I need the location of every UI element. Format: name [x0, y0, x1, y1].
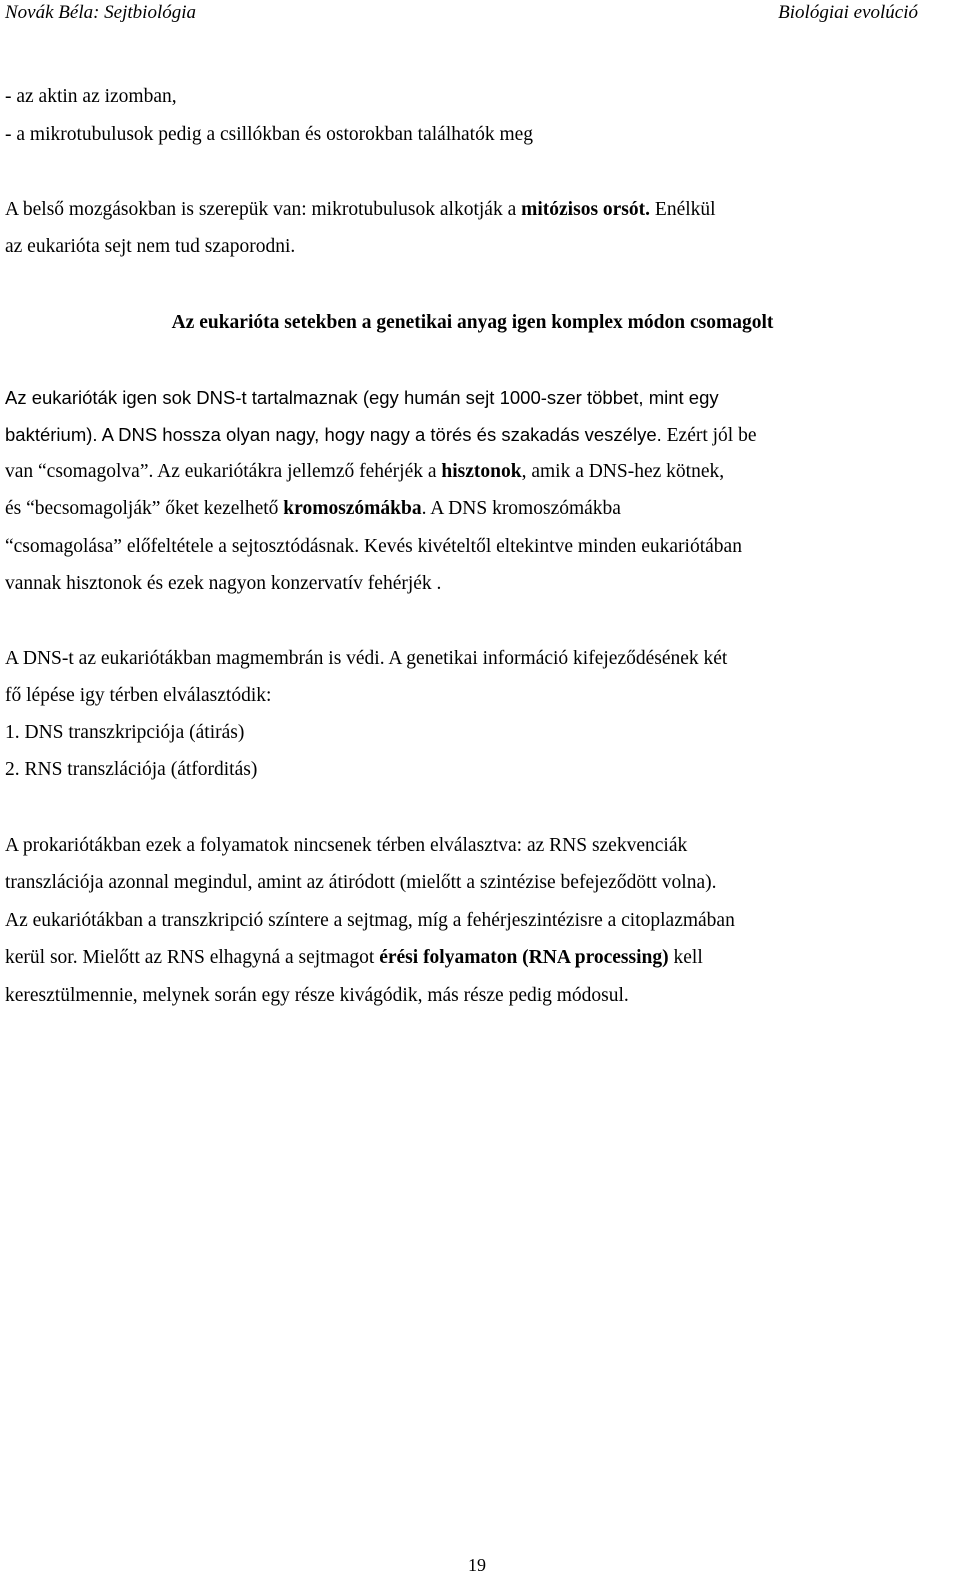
paragraph-line	[5, 947, 703, 969]
text-span: A belső mozgásokban is szerepük van: mikrotubulusok alkotják a	[5, 199, 522, 220]
paragraph-line: transzlációja azonnal megindul, amint az átiródott (mielőtt a szintézise befejeződött volna).	[5, 872, 717, 893]
text-span: Enélkül	[650, 199, 716, 220]
paragraph-line: vannak hisztonok és ezek nagyon konzervatív fehérjék .	[5, 573, 442, 594]
text-span: Az eukariótákra jellemző fehérjék a	[157, 461, 442, 482]
paragraph-line: Az eukariótákban a transzkripció színtere a sejtmag, míg a fehérjeszintézisre a citoplazmában	[5, 910, 735, 931]
paragraph-line	[5, 498, 621, 520]
paragraph-line	[5, 536, 742, 558]
bold-term: érési folyamaton (RNA processing)	[379, 947, 669, 968]
text-span: kerül sor. Mielőtt az RNS elhagyná a sejtmagot	[5, 947, 380, 968]
paragraph-line: keresztülmennie, melynek során egy része kivágódik, más része pedig módosul.	[5, 985, 629, 1006]
header-chapter-title: Biológiai evolúció	[778, 2, 918, 23]
paragraph-line	[5, 424, 757, 447]
paragraph-line: Az eukarióták igen sok DNS-t tartalmaznak (egy humán sejt 1000-szer többet, mint egy	[5, 387, 719, 408]
paragraph-line: az eukarióta sejt nem tud szaporodni.	[5, 236, 296, 257]
text-span: Kevés kivételtől eltekintve minden eukariótában	[363, 536, 742, 557]
list-item: - az aktin az izomban,	[5, 86, 177, 107]
page-header	[0, 0, 960, 30]
page-number-text: 19	[468, 1555, 486, 1575]
bold-term: kromoszómákba	[283, 498, 422, 519]
bold-term: hisztonok	[441, 461, 522, 482]
list-item: - a mikrotubulusok pedig a csillókban és ostorokban találhatók meg	[5, 124, 534, 145]
text-span: , amik a DNS-hez kötnek,	[521, 461, 725, 482]
page-number	[0, 1555, 960, 1576]
text-span: “csomagolása” előfeltétele a sejtosztódásnak.	[5, 536, 364, 557]
text-span: Ezért jól be	[661, 425, 757, 446]
paragraph-line	[5, 199, 716, 221]
numbered-item: 2. RNS transzlációja (átforditás)	[5, 759, 258, 780]
text-span: . A DNS kromoszómákba	[421, 498, 621, 519]
paragraph-line: A prokariótákban ezek a folyamatok nincsenek térben elválasztva: az RNS szekvenciák	[5, 835, 688, 856]
section-heading: Az eukarióta setekben a genetikai anyag igen komplex módon csomagolt	[171, 312, 774, 333]
paragraph-line	[5, 461, 724, 483]
text-span: van “csomagolva”.	[5, 461, 158, 482]
text-span: baktérium). A DNS hossza olyan nagy, hogy nagy a törés és szakadás veszélye.	[5, 424, 662, 445]
text-span: és “becsomagolják” őket kezelhető	[5, 498, 284, 519]
paragraph-line: A DNS-t az eukariótákban magmembrán is védi. A genetikai információ kifejeződésének két	[5, 648, 728, 669]
text-span: kell	[668, 947, 703, 968]
numbered-item: 1. DNS transzkripciója (átirás)	[5, 722, 245, 743]
paragraph-line: fő lépése igy térben elválasztódik:	[5, 685, 272, 706]
bold-term: mitózisos orsót.	[521, 199, 651, 220]
header-author-title: Novák Béla: Sejtbiológia	[5, 2, 197, 23]
